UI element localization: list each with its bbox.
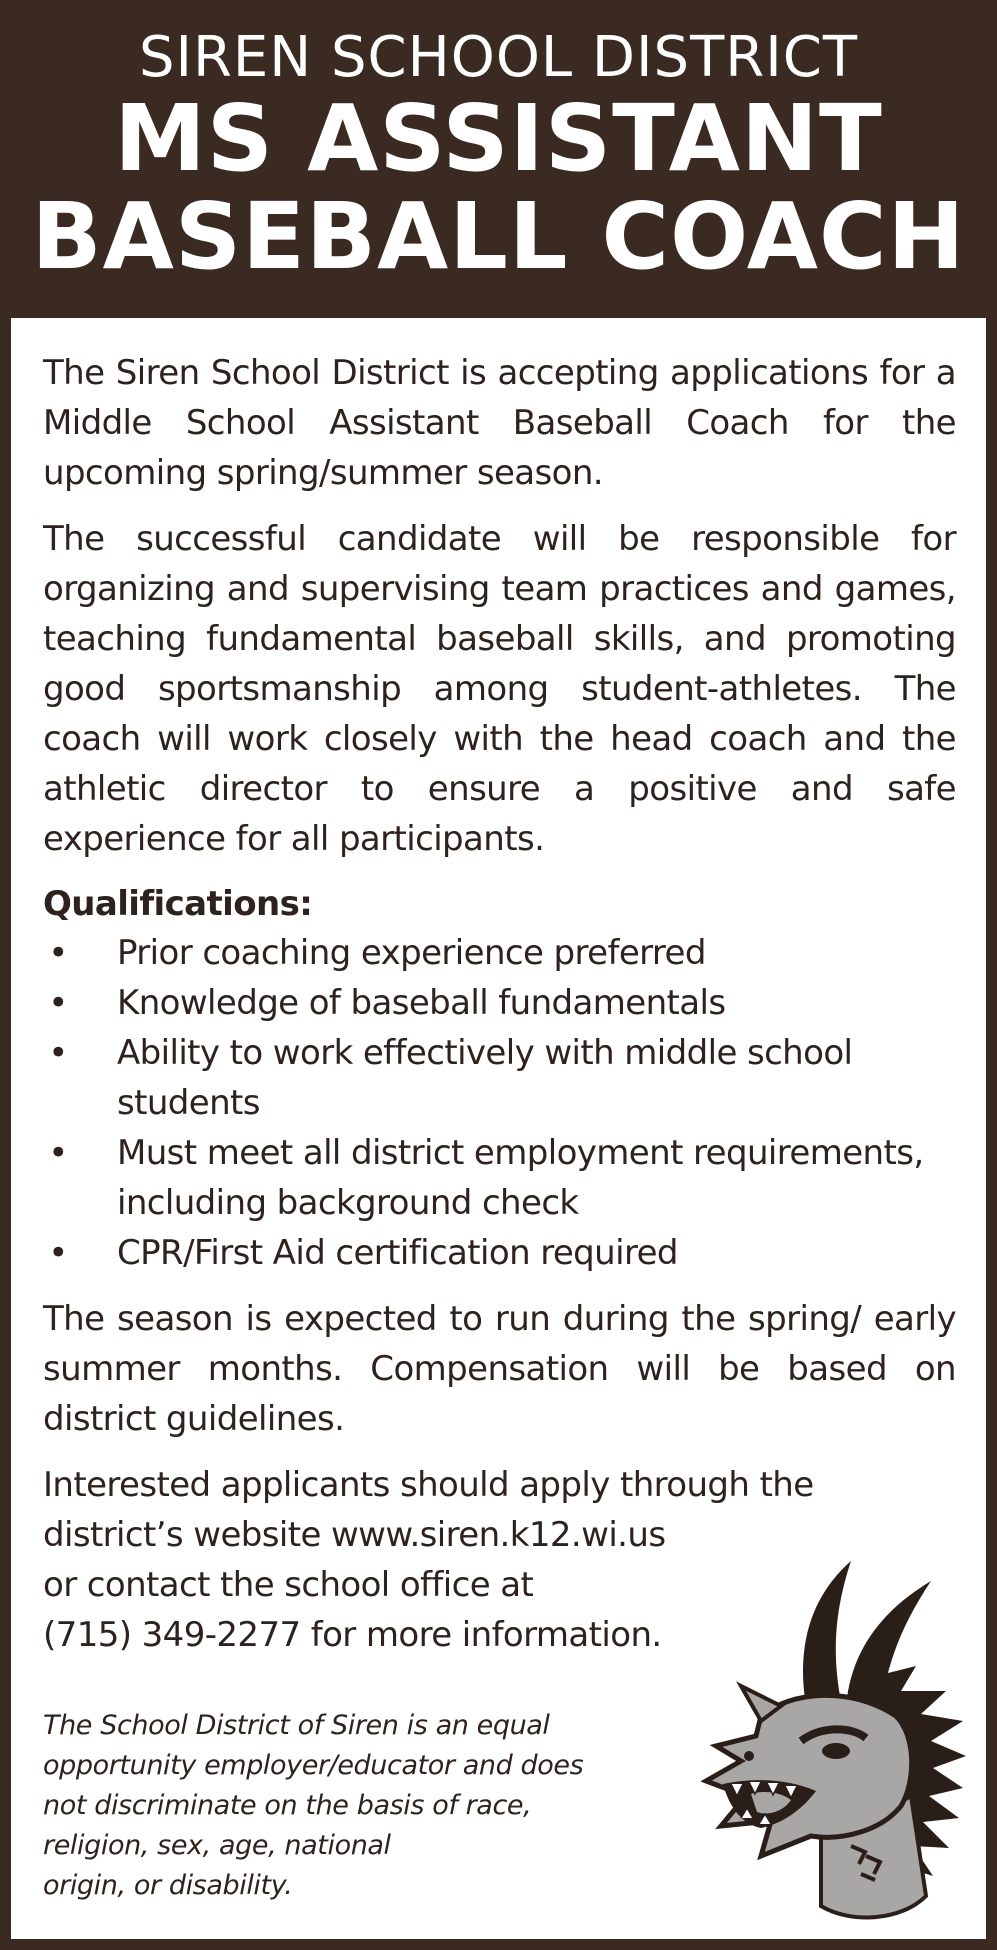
list-item: • Knowledge of baseball fundamentals — [43, 978, 956, 1028]
bullet-icon: • — [48, 1133, 68, 1173]
apply-line: or contact the school office at — [43, 1565, 534, 1605]
bullet-icon: • — [48, 1033, 68, 1073]
dragon-mascot-icon — [701, 1556, 971, 1926]
responsibilities-paragraph: The successful candidate will be responsible for organizing and supervising team practices and games, teaching fundamental baseball skills, and promoting good sportsmanship among student-athletes. The coach will work closely with the head coach and the athletic director to ensure a positive and safe experience for all participants. — [43, 519, 956, 859]
apply-line: Interested applicants should apply through the — [43, 1465, 814, 1505]
job-title-line2: BASEBALL COACH — [31, 183, 966, 290]
district-name: SIREN SCHOOL DISTRICT — [138, 25, 859, 90]
list-item: • CPR/First Aid certification required — [43, 1228, 956, 1278]
season-paragraph: The season is expected to run during the spring/ early summer months. Compensation will be based on district guidelines. — [43, 1299, 956, 1439]
ad-header — [0, 0, 997, 318]
list-item: • Prior coaching experience preferred — [43, 928, 956, 978]
intro-paragraph: The Siren School District is accepting applications for a Middle School Assistant Baseball Coach for the upcoming spring/summer season. — [43, 353, 956, 493]
apply-line: district’s website www.siren.k12.wi.us — [43, 1515, 666, 1555]
qualifications-heading: Qualifications: — [43, 884, 313, 924]
list-item: • Must meet all district employment requirements, including background check — [43, 1128, 956, 1228]
bullet-icon: • — [48, 933, 68, 973]
list-item: • Ability to work effectively with middle school students — [43, 1028, 956, 1128]
ad-body — [11, 318, 986, 1939]
bullet-icon: • — [48, 1233, 68, 1273]
qualifications-list — [43, 928, 956, 1278]
apply-line: (715) 349-2277 for more information. — [43, 1615, 662, 1655]
eeo-disclaimer: The School District of Siren is an equal opportunity employer/educator and does not discriminate on the basis of race, religion, sex, age, national origin, or disability. — [43, 1710, 584, 1901]
bullet-icon: • — [48, 983, 68, 1023]
job-title-line1: MS ASSISTANT — [114, 85, 883, 192]
